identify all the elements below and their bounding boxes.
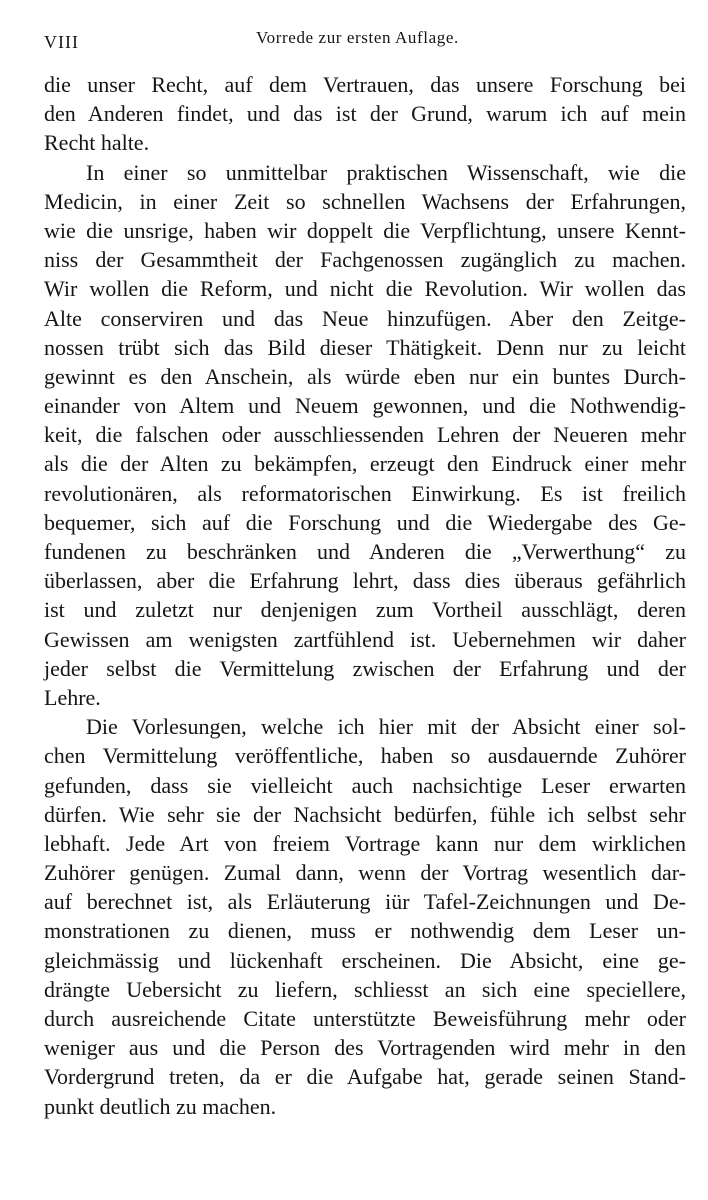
text-line: weniger aus und die Person des Vortragenden wird mehr in den xyxy=(44,1035,686,1061)
paragraph-2 xyxy=(44,158,686,713)
text-line: Recht halte. xyxy=(44,130,150,156)
text-line: Lehre. xyxy=(44,684,101,710)
text-line: gefunden, dass sie vielleicht auch nachsichtige Leser erwarten xyxy=(44,772,686,798)
text-line: Die Vorlesungen, welche ich hier mit der Absicht einer sol- xyxy=(86,714,686,740)
text-line: gleichmässig und lückenhaft erscheinen. Die Absicht, eine ge- xyxy=(44,947,686,973)
text-line: drängte Uebersicht zu liefern, schliesst an sich eine speciellere, xyxy=(44,976,686,1002)
text-line: Gewissen am wenigsten zartfühlend ist. Uebernehmen wir daher xyxy=(44,626,686,652)
text-line: revolutionären, als reformatorischen Einwirkung. Es ist freilich xyxy=(44,480,686,506)
text-line: jeder selbst die Vermittelung zwischen der Erfahrung und der xyxy=(44,655,686,681)
body-text xyxy=(44,70,686,1121)
text-line: Wir wollen die Reform, und nicht die Revolution. Wir wollen das xyxy=(44,276,686,302)
text-line: Medicin, in einer Zeit so schnellen Wachsens der Erfahrungen, xyxy=(44,188,686,214)
running-title: Vorrede zur ersten Auflage. xyxy=(256,28,459,47)
text-line: wie die unsrige, haben wir doppelt die Verpflichtung, unsere Kennt- xyxy=(44,217,686,243)
text-line: den Anderen findet, und das ist der Grund, warum ich auf mein xyxy=(44,101,686,127)
text-line: In einer so unmittelbar praktischen Wissenschaft, wie die xyxy=(86,159,686,185)
text-line: durch ausreichende Citate unterstützte Beweisführung mehr oder xyxy=(44,1006,686,1031)
text-line: die unser Recht, auf dem Vertrauen, das unsere Forschung bei xyxy=(44,72,686,97)
text-line: niss der Gesammtheit der Fachgenossen zugänglich zu machen. xyxy=(44,247,686,273)
text-line: chen Vermittelung veröffentliche, haben so ausdauernde Zuhörer xyxy=(44,743,686,769)
text-line: ist und zuletzt nur denjenigen zum Vortheil ausschlägt, deren xyxy=(44,597,686,623)
text-line: überlassen, aber die Erfahrung lehrt, dass dies überaus gefährlich xyxy=(44,568,686,594)
page-header xyxy=(44,24,682,54)
text-line: bequemer, sich auf die Forschung und die Wiedergabe des Ge- xyxy=(44,509,686,535)
page-number: VIII xyxy=(44,32,79,52)
text-line: einander von Altem und Neuem gewonnen, und die Nothwendig- xyxy=(44,393,686,419)
text-line: gewinnt es den Anschein, als würde eben nur ein buntes Durch- xyxy=(44,363,686,389)
text-line: Zuhörer genügen. Zumal dann, wenn der Vortrag wesentlich dar- xyxy=(44,860,686,886)
paragraph-1 xyxy=(44,70,686,158)
paragraph-3 xyxy=(44,712,686,1121)
text-line: Vordergrund treten, da er die Aufgabe hat, gerade seinen Stand- xyxy=(44,1064,686,1090)
text-line: punkt deutlich zu machen. xyxy=(44,1093,277,1119)
text-line: dürfen. Wie sehr sie der Nachsicht bedürfen, fühle ich selbst sehr xyxy=(44,801,686,827)
text-line: fundenen zu beschränken und Anderen die „Verwerthung“ zu xyxy=(44,539,686,564)
text-line: Alte conserviren und das Neue hinzufügen. Aber den Zeitge- xyxy=(44,305,686,331)
text-line: nossen trübt sich das Bild dieser Thätigkeit. Denn nur zu leicht xyxy=(44,334,686,360)
text-line: monstrationen zu dienen, muss er nothwendig dem Leser un- xyxy=(44,918,686,944)
text-line: auf berechnet ist, als Erläuterung iür Tafel-Zeichnungen und De- xyxy=(44,889,686,915)
text-line: lebhaft. Jede Art von freiem Vortrage kann nur dem wirklichen xyxy=(44,830,686,856)
text-line: keit, die falschen oder ausschliessenden Lehren der Neueren mehr xyxy=(44,422,686,448)
text-line: als die der Alten zu bekämpfen, erzeugt den Eindruck einer mehr xyxy=(44,451,686,477)
